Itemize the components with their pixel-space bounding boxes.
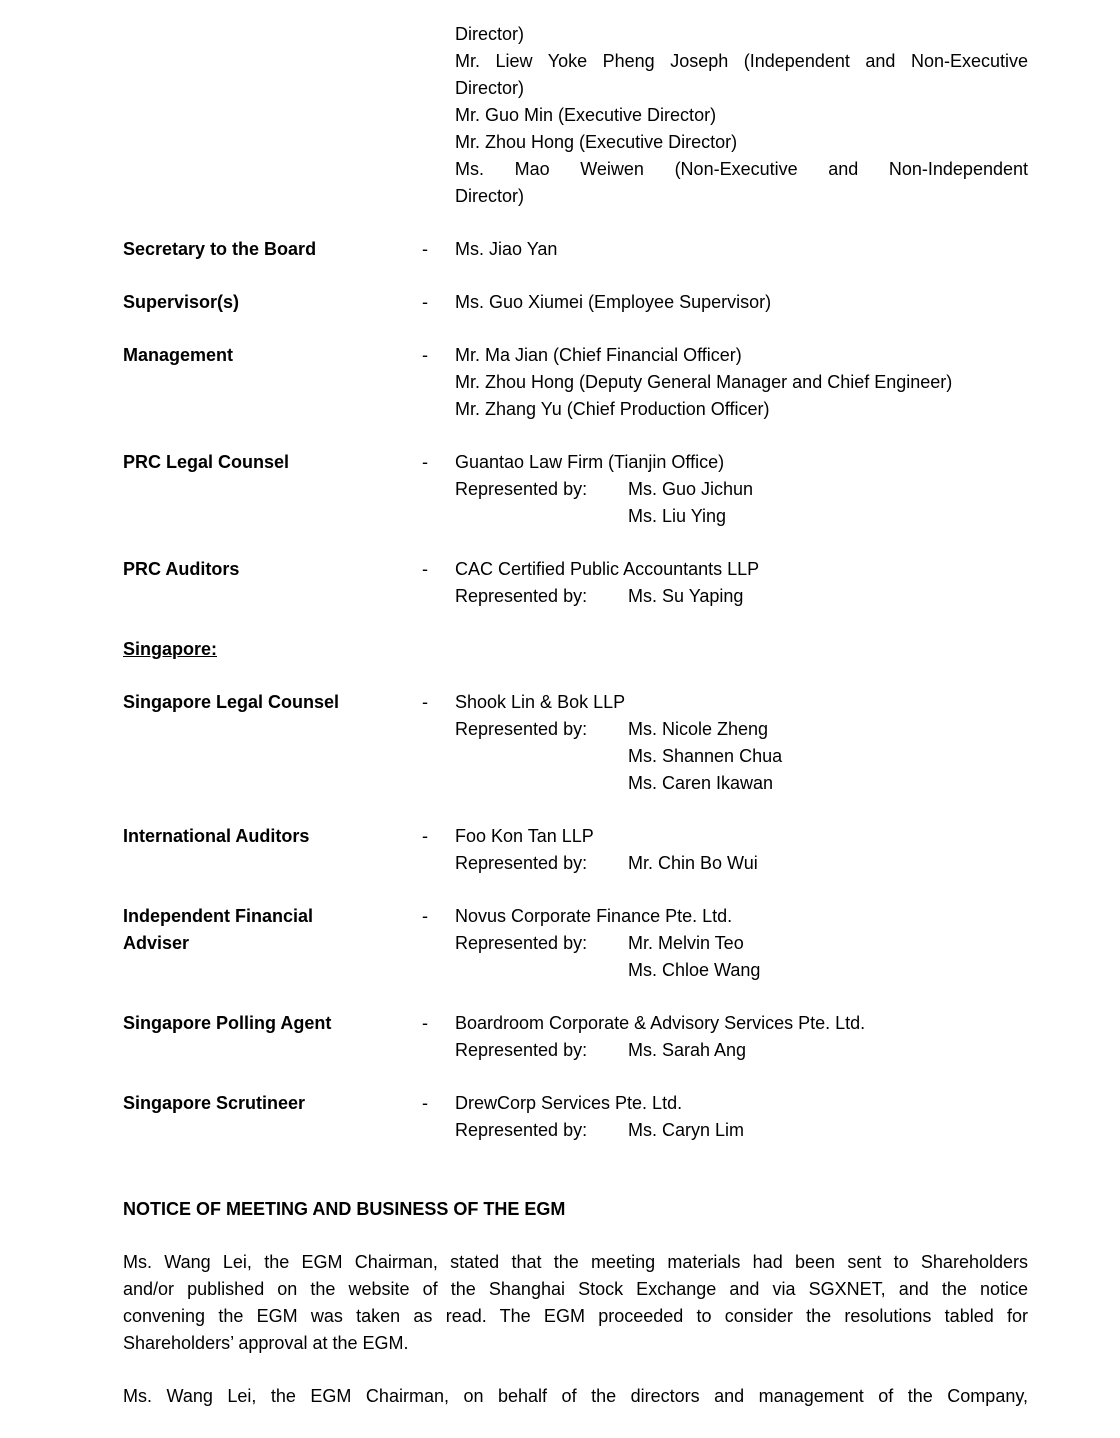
entry-value-line: Foo Kon Tan LLP bbox=[455, 826, 594, 846]
representative-name: Ms. Shannen Chua bbox=[628, 746, 783, 766]
dash-separator: - bbox=[422, 239, 428, 259]
represented-by-block bbox=[455, 850, 1028, 877]
entry-label bbox=[123, 689, 422, 716]
represented-by-label: Represented by: bbox=[455, 1040, 588, 1060]
entry-row-management bbox=[123, 342, 1028, 423]
directors-continuation-lines bbox=[455, 21, 1028, 210]
paragraph-line: Shareholders’ approval at the EGM. bbox=[123, 1333, 409, 1353]
entry-value-line: Ms. Guo Xiumei (Employee Supervisor) bbox=[455, 292, 772, 312]
entry-value bbox=[455, 449, 1028, 530]
entry-row-secretary-to-the-board bbox=[123, 236, 1028, 263]
representative-name: Mr. Melvin Teo bbox=[628, 933, 744, 953]
entry-row-singapore-scrutineer bbox=[123, 1090, 1028, 1144]
representative-name: Ms. Caren Ikawan bbox=[628, 773, 774, 793]
paragraph-line: convening the EGM was taken as read. The EGM proceeded to consider the resolutions tabled for bbox=[123, 1306, 1028, 1326]
director-line: Mr. Guo Min (Executive Director) bbox=[455, 105, 717, 125]
representative-names bbox=[628, 930, 1028, 984]
entry-label bbox=[123, 1010, 422, 1037]
entry-value-line: Mr. Ma Jian (Chief Financial Officer) bbox=[455, 345, 742, 365]
entry-label bbox=[123, 289, 422, 316]
document-content bbox=[123, 21, 1028, 1410]
entry-row-prc-legal-counsel bbox=[123, 449, 1028, 530]
representative-names bbox=[628, 716, 1028, 797]
represented-by-label: Represented by: bbox=[455, 479, 588, 499]
entry-label-line: Supervisor(s) bbox=[123, 292, 240, 312]
representative-names bbox=[628, 850, 1028, 877]
entry-value-line: Boardroom Corporate & Advisory Services Pte. Ltd. bbox=[455, 1013, 866, 1033]
dash-separator: - bbox=[422, 692, 428, 712]
represented-by-label: Represented by: bbox=[455, 853, 588, 873]
entry-value bbox=[455, 289, 1028, 316]
entry-label bbox=[123, 449, 422, 476]
entry-value-line: Shook Lin & Bok LLP bbox=[455, 692, 626, 712]
entry-value bbox=[455, 236, 1028, 263]
entry-row-international-auditors bbox=[123, 823, 1028, 877]
representative-name: Ms. Sarah Ang bbox=[628, 1040, 747, 1060]
entry-value-line: Guantao Law Firm (Tianjin Office) bbox=[455, 452, 725, 472]
singapore-section-heading: Singapore: bbox=[123, 639, 218, 659]
entry-row-prc-auditors bbox=[123, 556, 1028, 610]
representative-name: Ms. Nicole Zheng bbox=[628, 719, 769, 739]
director-line: Director) bbox=[455, 186, 525, 206]
representative-names bbox=[628, 1037, 1028, 1064]
entry-value bbox=[455, 823, 1028, 877]
dash-separator: - bbox=[422, 826, 428, 846]
entry-label-line: Independent Financial bbox=[123, 906, 314, 926]
entry-value bbox=[455, 689, 1028, 797]
entry-value-line: Mr. Zhang Yu (Chief Production Officer) bbox=[455, 399, 770, 419]
representative-name: Mr. Chin Bo Wui bbox=[628, 853, 758, 873]
entry-row-supervisors bbox=[123, 289, 1028, 316]
paragraph-line: and/or published on the website of the Shanghai Stock Exchange and via SGXNET, and the notice bbox=[123, 1279, 1028, 1299]
entry-label-line: Singapore Legal Counsel bbox=[123, 692, 340, 712]
entry-label bbox=[123, 236, 422, 263]
entry-label-line: Singapore Polling Agent bbox=[123, 1013, 332, 1033]
dash-separator: - bbox=[422, 452, 428, 472]
representative-name: Ms. Guo Jichun bbox=[628, 479, 754, 499]
entry-label-line: Adviser bbox=[123, 933, 190, 953]
represented-by-block bbox=[455, 476, 1028, 530]
entry-label-line: Management bbox=[123, 345, 234, 365]
represented-by-block bbox=[455, 716, 1028, 797]
director-line: Mr. Zhou Hong (Executive Director) bbox=[455, 132, 738, 152]
dash-separator: - bbox=[422, 906, 428, 926]
representative-names bbox=[628, 476, 1028, 530]
notice-paragraph-2 bbox=[123, 1383, 1028, 1410]
represented-by-label: Represented by: bbox=[455, 1120, 588, 1140]
entry-row-singapore-polling-agent bbox=[123, 1010, 1028, 1064]
entry-value bbox=[455, 903, 1028, 984]
represented-by-block bbox=[455, 583, 1028, 610]
entry-label-line: Singapore Scrutineer bbox=[123, 1093, 306, 1113]
director-line: Mr. Liew Yoke Pheng Joseph (Independent and Non-Executive bbox=[455, 51, 1028, 71]
entry-value bbox=[455, 1010, 1028, 1064]
entry-label bbox=[123, 342, 422, 369]
represented-by-label: Represented by: bbox=[455, 933, 588, 953]
entry-row-independent-financial-adviser bbox=[123, 903, 1028, 984]
representative-name: Ms. Caryn Lim bbox=[628, 1120, 745, 1140]
dash-separator: - bbox=[422, 1093, 428, 1113]
notice-section-heading: NOTICE OF MEETING AND BUSINESS OF THE EGM bbox=[123, 1199, 566, 1219]
dash-separator: - bbox=[422, 559, 428, 579]
entry-value-line: Novus Corporate Finance Pte. Ltd. bbox=[455, 906, 733, 926]
entry-value-line: Ms. Jiao Yan bbox=[455, 239, 558, 259]
director-line: Director) bbox=[455, 24, 525, 44]
representative-name: Ms. Liu Ying bbox=[628, 506, 727, 526]
representative-name: Ms. Chloe Wang bbox=[628, 960, 761, 980]
director-line: Director) bbox=[455, 78, 525, 98]
entry-value bbox=[455, 1090, 1028, 1144]
entry-label-line: PRC Auditors bbox=[123, 559, 240, 579]
entry-label-line: Secretary to the Board bbox=[123, 239, 317, 259]
represented-by-block bbox=[455, 930, 1028, 984]
notice-paragraph-1 bbox=[123, 1249, 1028, 1357]
dash-separator: - bbox=[422, 345, 428, 365]
representative-names bbox=[628, 1117, 1028, 1144]
entry-value bbox=[455, 342, 1028, 423]
paragraph-line: Ms. Wang Lei, the EGM Chairman, on behalf of the directors and management of the Company, bbox=[123, 1386, 1028, 1406]
entry-value bbox=[455, 556, 1028, 610]
entry-row-singapore-legal-counsel bbox=[123, 689, 1028, 797]
entry-row-directors-continuation bbox=[123, 21, 1028, 210]
entry-value-line: Mr. Zhou Hong (Deputy General Manager and Chief Engineer) bbox=[455, 372, 953, 392]
director-line: Ms. Mao Weiwen (Non-Executive and Non-Independent bbox=[455, 159, 1028, 179]
entry-label bbox=[123, 823, 422, 850]
entry-label bbox=[123, 556, 422, 583]
represented-by-label: Represented by: bbox=[455, 719, 588, 739]
entry-label-line: International Auditors bbox=[123, 826, 310, 846]
entry-label-line: PRC Legal Counsel bbox=[123, 452, 290, 472]
entry-label bbox=[123, 903, 422, 957]
dash-separator: - bbox=[422, 1013, 428, 1033]
representative-name: Ms. Su Yaping bbox=[628, 586, 744, 606]
represented-by-block bbox=[455, 1117, 1028, 1144]
represented-by-label: Represented by: bbox=[455, 586, 588, 606]
dash-separator: - bbox=[422, 292, 428, 312]
representative-names bbox=[628, 583, 1028, 610]
entry-label bbox=[123, 1090, 422, 1117]
entry-value-line: DrewCorp Services Pte. Ltd. bbox=[455, 1093, 683, 1113]
paragraph-line: Ms. Wang Lei, the EGM Chairman, stated that the meeting materials had been sent to Shareholders bbox=[123, 1252, 1028, 1272]
entry-value-line: CAC Certified Public Accountants LLP bbox=[455, 559, 760, 579]
represented-by-block bbox=[455, 1037, 1028, 1064]
